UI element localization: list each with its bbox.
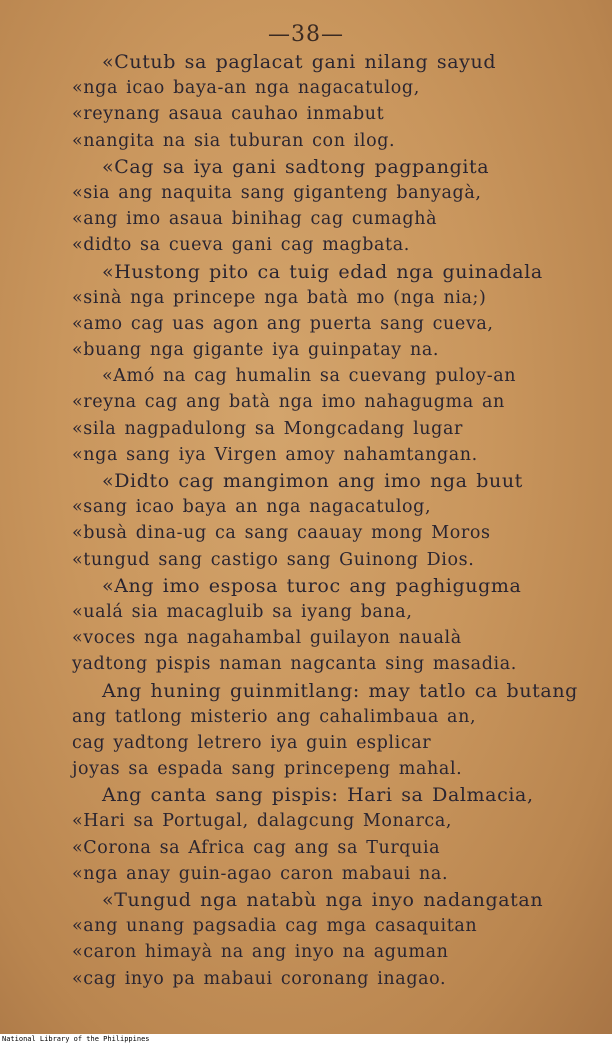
text-line: «sinà nga princepe nga batà mo (nga nia;): [72, 287, 487, 308]
library-credit: National Library of the Philippines: [2, 1035, 150, 1043]
poem-text: [72, 49, 592, 992]
text-line: «Hustong pito ca tuig edad nga guinadala: [102, 260, 543, 283]
text-line: «voces nga nagahambal guilayon naualà: [72, 628, 462, 649]
text-line: «caron himayà na ang inyo na aguman: [72, 942, 449, 963]
text-line: «Didto cag mangimon ang imo nga buut: [102, 470, 523, 492]
text-line: joyas sa espada sang princepeng mahal.: [72, 759, 463, 780]
text-line: «sila nagpadulong sa Mongcadang lugar: [72, 418, 463, 439]
text-line: «Hari sa Portugal, dalagcung Monarca,: [72, 811, 453, 832]
text-line: «ualá sia macagluib sa iyang bana,: [72, 601, 413, 622]
text-line: «Amó na cag humalin sa cuevang puloy-an: [102, 366, 517, 387]
text-line: «Ang imo esposa turoc ang paghigugma: [102, 574, 522, 597]
text-line: «nga anay guin-agao caron mabaui na.: [72, 863, 449, 884]
text-line: «buang nga gigante iya guinpatay na.: [72, 340, 440, 361]
text-line: «Cutub sa paglacat gani nilang sayud: [102, 51, 497, 73]
text-line: «reyna cag ang batà nga imo nahagugma an: [72, 392, 505, 413]
text-line: «tungud sang castigo sang Guinong Dios.: [72, 549, 475, 570]
text-line: «Tungud nga natabù nga inyo nadangatan: [102, 889, 544, 911]
text-line: «ang imo asaua binihag cag cumaghà: [72, 209, 438, 230]
text-line: cag yadtong letrero iya guin esplicar: [72, 732, 432, 753]
text-line: yadtong pispis naman nagcanta sing masadia.: [72, 654, 517, 675]
text-line: «didto sa cueva gani cag magbata.: [72, 235, 410, 256]
text-line: «Corona sa Africa cag ang sa Turquia: [72, 837, 441, 858]
text-line: Ang canta sang pispis: Hari sa Dalmacia,: [102, 784, 534, 807]
text-line: «reynang asaua cauhao inmabut: [72, 104, 385, 125]
text-line: «sia ang naquita sang giganteng banyagà,: [72, 182, 482, 203]
text-line: «cag inyo pa mabaui coronang inagao.: [72, 968, 447, 989]
text-line: «sang icao baya an nga nagacatulog,: [72, 497, 432, 518]
text-line: «nga sang iya Virgen amoy nahamtangan.: [72, 444, 478, 465]
text-line: «amo cag uas agon ang puerta sang cueva,: [72, 313, 494, 334]
text-line: Ang huning guinmitlang: may tatlo ca butang: [102, 679, 578, 702]
text-line: «Cag sa iya gani sadtong pagpangita: [102, 155, 490, 178]
text-line: ang tatlong misterio ang cahalimbaua an,: [72, 706, 477, 727]
text-line: «nga icao baya-an nga nagacatulog,: [72, 78, 420, 99]
text-line: «nangita na sia tuburan con ilog.: [72, 130, 396, 151]
text-line: «ang unang pagsadia cag mga casaquitan: [72, 916, 478, 937]
text-line: «busà dina-ug ca sang caauay mong Moros: [72, 523, 491, 544]
page-number: —38—: [268, 22, 344, 47]
